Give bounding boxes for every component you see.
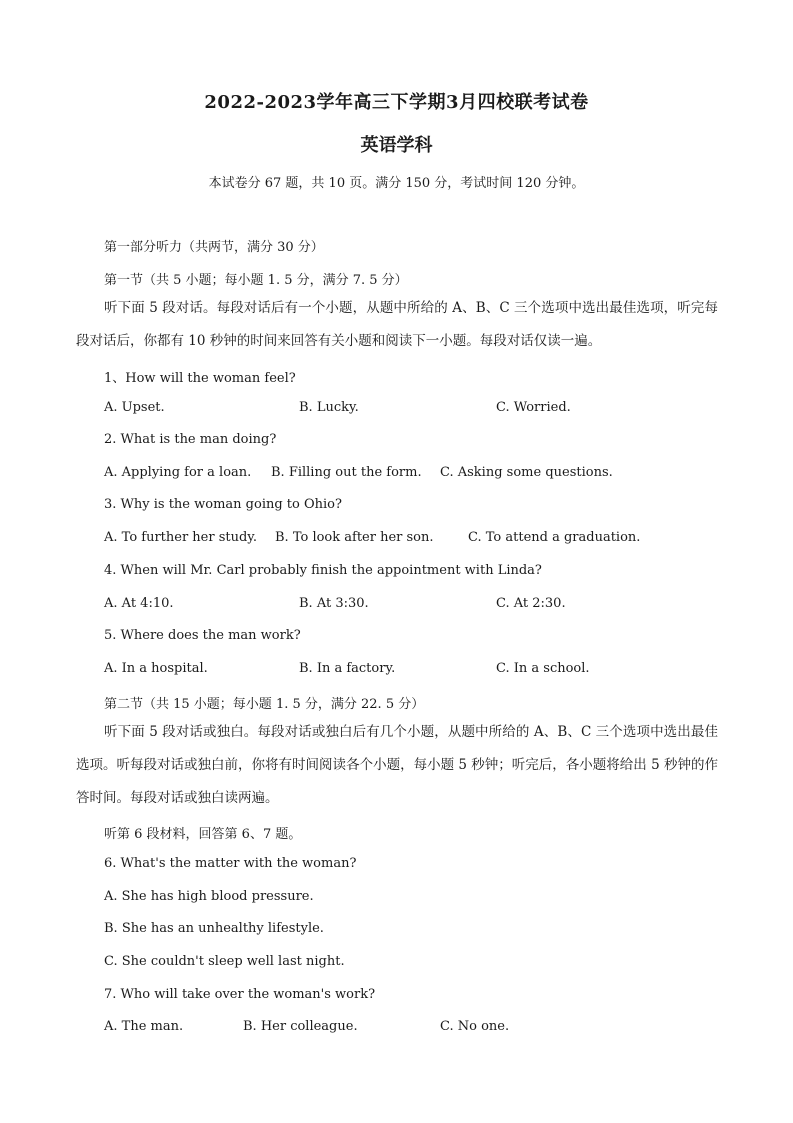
q7-option-c: C. No one. [440, 1019, 510, 1034]
q5-option-b: B. In a factory. [299, 661, 396, 676]
q2-option-b: B. Filling out the form. [271, 465, 422, 480]
section2-heading: 第二节（共 15 小题；每小题 1. 5 分，满分 22. 5 分） [104, 697, 425, 712]
q5-option-c: C. In a school. [496, 661, 590, 676]
part1-heading: 第一部分听力（共两节，满分 30 分） [104, 240, 324, 255]
section1-instructions: 听下面 5 段对话。每段对话后有一个小题，从题中所给的 A、B、C 三个选项中选出最佳选项，听完每段对话后，你都有 10 秒钟的时间来回答有关小题和阅读下一小题。每段对话仅读一遍。 [76, 300, 718, 349]
q1-option-b: B. Lucky. [299, 400, 359, 415]
exam-title: 2022-2023学年高三下学期3月四校联考试卷 [204, 92, 589, 113]
q5-option-a: A. In a hospital. [104, 661, 208, 676]
q2-option-c: C. Asking some questions. [440, 465, 613, 480]
q6-option-a: A. She has high blood pressure. [104, 889, 314, 904]
q3-option-c: C. To attend a graduation. [468, 530, 641, 545]
material-6-note: 听第 6 段材料，回答第 6、7 题。 [104, 827, 302, 842]
q7-option-b: B. Her colleague. [243, 1019, 358, 1034]
q3-option-b: B. To look after her son. [275, 530, 434, 545]
q4-option-c: C. At 2:30. [496, 596, 566, 611]
q7-option-a: A. The man. [104, 1019, 184, 1034]
question-2: 2. What is the man doing? [104, 432, 277, 447]
q6-option-c: C. She couldn't sleep well last night. [104, 954, 345, 969]
question-5: 5. Where does the man work? [104, 628, 301, 643]
section1-heading: 第一节（共 5 小题；每小题 1. 5 分，满分 7. 5 分） [104, 273, 408, 288]
question-4: 4. When will Mr. Carl probably finish the appointment with Linda? [104, 563, 542, 578]
section2-instructions: 听下面 5 段对话或独白。每段对话或独白后有几个小题，从题中所给的 A、B、C 三个选项中选出最佳选项。听每段对话或独白前，你将有时间阅读各个小题，每小题 5 秒钟；听完后，各小题将给出 5 秒钟的作答时间。每段对话或独白读两遍。 [76, 724, 718, 806]
q2-option-a: A. Applying for a loan. [104, 465, 252, 480]
question-3: 3. Why is the woman going to Ohio? [104, 497, 342, 512]
q4-option-a: A. At 4:10. [104, 596, 174, 611]
question-1: 1、How will the woman feel? [104, 371, 296, 386]
question-6: 6. What's the matter with the woman? [104, 856, 357, 871]
q1-option-c: C. Worried. [496, 400, 571, 415]
exam-subject: 英语学科 [360, 135, 433, 156]
q3-option-a: A. To further her study. [104, 530, 258, 545]
q1-option-a: A. Upset. [104, 400, 165, 415]
question-7: 7. Who will take over the woman's work? [104, 987, 376, 1002]
q6-option-b: B. She has an unhealthy lifestyle. [104, 921, 324, 936]
q4-option-b: B. At 3:30. [299, 596, 369, 611]
exam-intro: 本试卷分 67 题，共 10 页。满分 150 分，考试时间 120 分钟。 [208, 176, 585, 191]
